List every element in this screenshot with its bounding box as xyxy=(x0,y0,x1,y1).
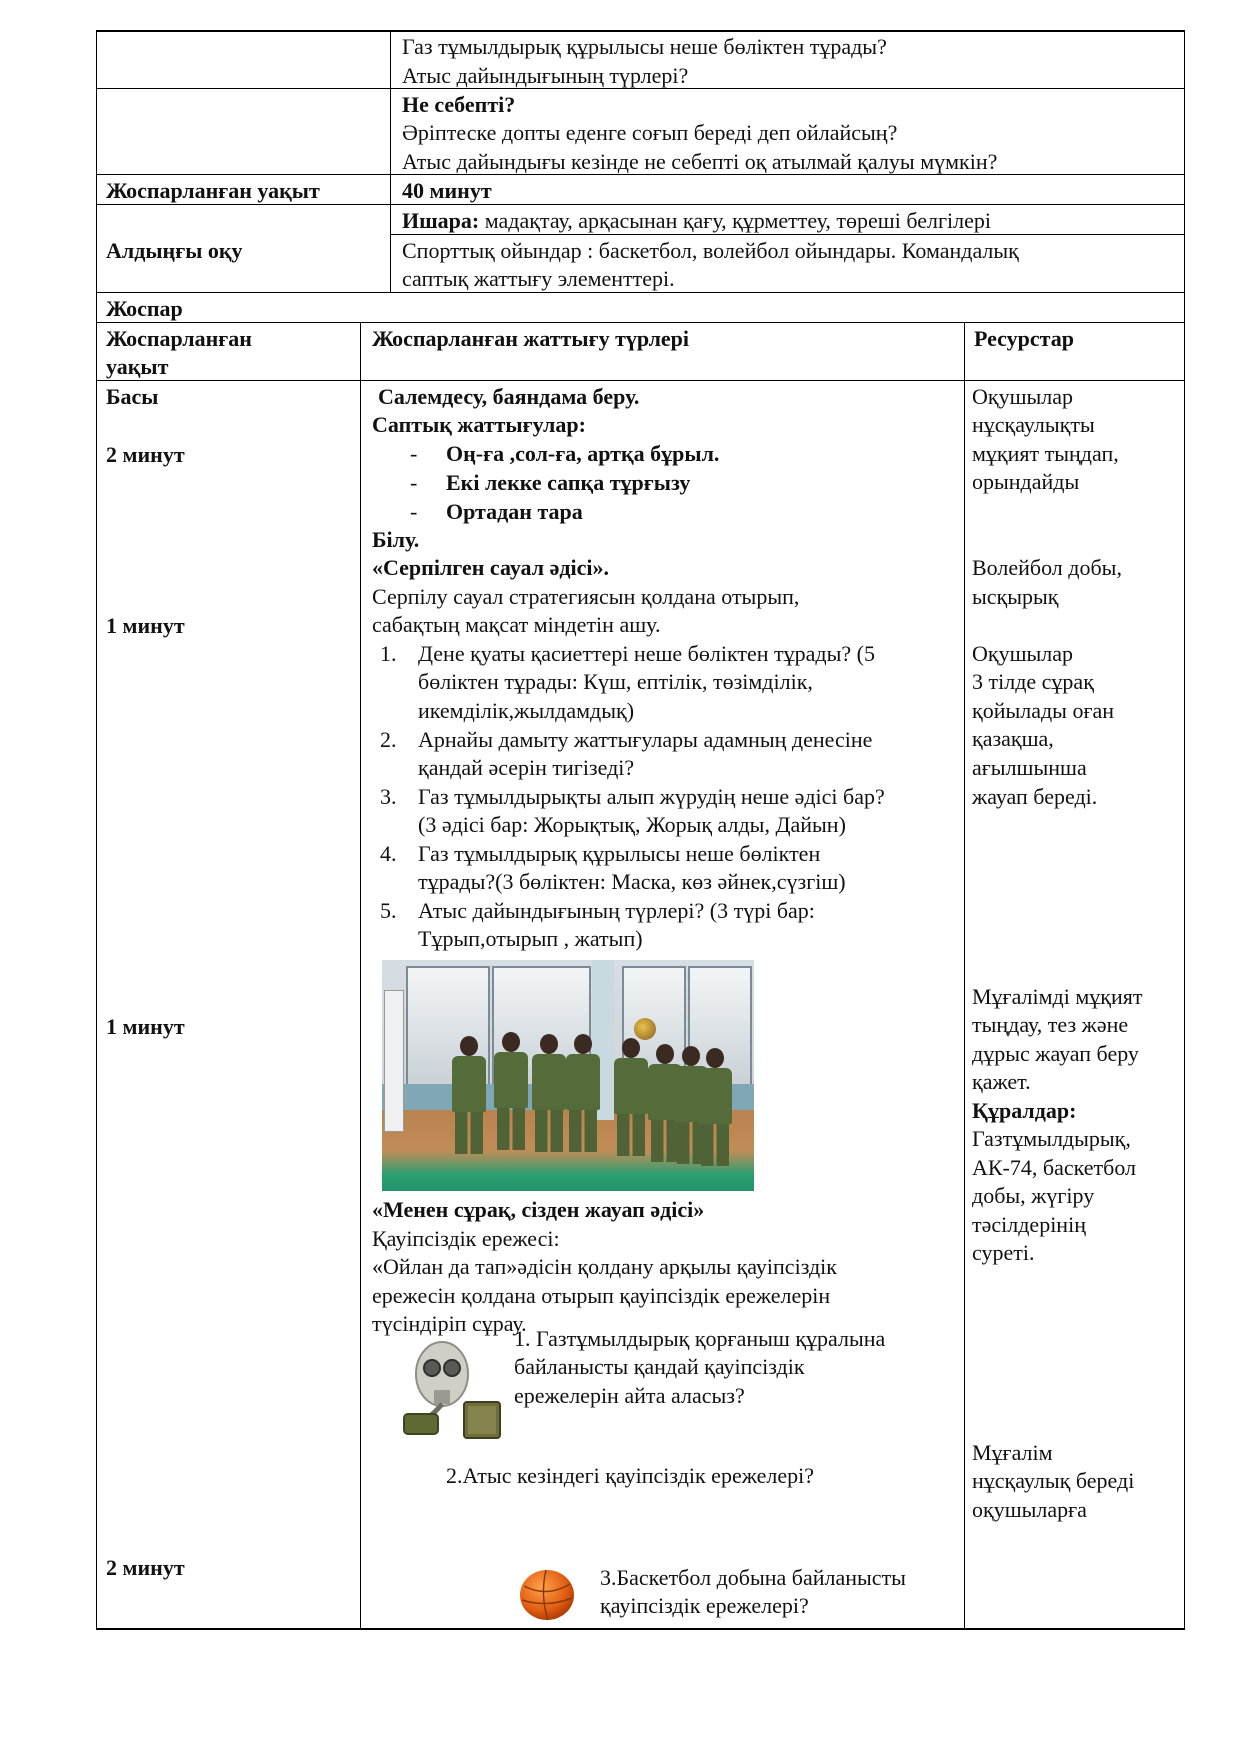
question-text: икемділік,жылдамдық) xyxy=(418,698,635,723)
plan-col-divider xyxy=(964,322,965,1629)
resource-text: АК-74, баскетбол xyxy=(972,1155,1137,1180)
drill-item: Екі лекке сапқа тұрғызу xyxy=(446,470,691,495)
question-text: Дене қуаты қасиеттері неше бөліктен тұрады? (5 xyxy=(418,641,875,666)
safety-question: байланысты қандай қауіпсіздік xyxy=(514,1354,805,1379)
table-border-right xyxy=(1184,30,1185,1630)
method1-title: «Серпілген сауал әдісі». xyxy=(372,555,609,580)
list-bullet: - xyxy=(410,499,418,524)
drill-item: Оң-ға ,сол-ға, артқа бұрыл. xyxy=(446,441,720,466)
question-number: 4. xyxy=(380,841,397,866)
top-col-divider xyxy=(390,30,391,292)
method1-desc: сабақтың мақсат міндетін ашу. xyxy=(372,612,661,637)
time-label: 1 минут xyxy=(106,613,185,638)
safety-question: қауіпсіздік ережелері? xyxy=(600,1593,809,1618)
question-text: Газ тұмылдырықты алып жүрудің неше әдісі бар? xyxy=(418,784,885,809)
row-divider xyxy=(96,322,1185,323)
time-label: 2 минут xyxy=(106,1555,185,1580)
resource-text: қойылады оған xyxy=(972,698,1115,723)
header-time-line2: уақыт xyxy=(106,354,169,379)
resource-text: тыңдау, тез және xyxy=(972,1012,1129,1037)
resource-text: дұрыс жауап беру xyxy=(972,1041,1139,1066)
safety-line: «Ойлан да тап»әдісін қолдану арқылы қауіпсіздік xyxy=(372,1254,837,1279)
drill-item: Ортадан тара xyxy=(446,499,583,524)
question-number: 3. xyxy=(380,784,397,809)
top-row1-line1: Газ тұмылдырық құрылысы неше бөліктен тұрады? xyxy=(402,34,887,59)
header-exercises: Жоспарланған жаттығу түрлері xyxy=(372,326,690,351)
resource-text: жауап береді. xyxy=(972,784,1098,809)
resource-text: ағылшынша xyxy=(972,755,1087,780)
resource-text: суреті. xyxy=(972,1240,1035,1265)
resource-text: 3 тілде сұрақ xyxy=(972,669,1094,694)
question-text: Атыс дайындығының түрлері? (3 түрі бар: xyxy=(418,898,815,923)
signal-text: мадақтау, арқасынан қағу, құрметтеу, төреші белгілері xyxy=(479,208,991,233)
safety-line: ережесін қолдана отырып қауіпсіздік ережелерін xyxy=(372,1283,831,1308)
method2-title: «Менен сұрақ, сізден жауап әдісі» xyxy=(372,1197,705,1222)
signal-label: Ишара: xyxy=(402,208,480,233)
question-text: бөліктен тұрады: Күш, ептілік, төзімділік, xyxy=(418,669,813,694)
safety-question: 2.Атыс кезіндегі қауіпсіздік ережелері? xyxy=(446,1463,815,1488)
resource-text: тәсілдерінің xyxy=(972,1212,1086,1237)
question-text: Газ тұмылдырық құрылысы неше бөліктен xyxy=(418,841,821,866)
top-row1-line2: Атыс дайындығының түрлері? xyxy=(402,63,689,88)
signal-row xyxy=(402,206,991,235)
safety-question: ережелерін айта аласыз? xyxy=(514,1383,745,1408)
resource-text: нұсқаулықты xyxy=(972,412,1095,437)
question-text: (3 әдісі бар: Жорықтық, Жорық алды, Дайын) xyxy=(418,812,846,837)
header-resources: Ресурстар xyxy=(974,326,1074,351)
resource-text: қазақша, xyxy=(972,726,1054,751)
question-number: 1. xyxy=(380,641,397,666)
plan-title: Жоспар xyxy=(106,296,183,321)
planned-time-value: 40 минут xyxy=(402,178,492,203)
row-divider xyxy=(96,380,1185,381)
drills-title: Саптық жаттығулар: xyxy=(372,412,586,437)
resource-text: Волейбол добы, xyxy=(972,555,1122,580)
table-border-bottom xyxy=(96,1628,1185,1630)
plan-col-divider xyxy=(360,322,361,1629)
question-number: 5. xyxy=(380,898,397,923)
table-border-left xyxy=(96,30,97,1630)
resource-text: мұқият тыңдап, xyxy=(972,441,1119,466)
time-label: 1 минут xyxy=(106,1014,185,1039)
resource-text: Мұғалімді мұқият xyxy=(972,984,1143,1009)
resource-text: оқушыларға xyxy=(972,1497,1087,1522)
list-bullet: - xyxy=(410,470,418,495)
class-photo xyxy=(382,960,754,1191)
resource-text: қажет. xyxy=(972,1069,1031,1094)
prior-line2: саптық жаттығу элементтері. xyxy=(402,266,675,291)
resource-text: Мұғалім xyxy=(972,1440,1053,1465)
stage-label: Басы xyxy=(106,384,159,409)
method1-desc: Серпілу сауал стратегиясын қолдана отырып, xyxy=(372,584,800,609)
tools-title: Құралдар: xyxy=(972,1098,1077,1123)
question-text: Арнайы дамыту жаттығулары адамның денесіне xyxy=(418,727,873,752)
question-text: Тұрып,отырып , жатып) xyxy=(418,926,643,951)
gas-mask-icon xyxy=(402,1336,502,1440)
know-label: Білу. xyxy=(372,527,420,552)
question-text: тұрады?(3 бөліктен: Маска, көз әйнек,сүзгіш) xyxy=(418,869,846,894)
resource-text: ысқырық xyxy=(972,584,1059,609)
prior-learning-label: Алдыңғы оқу xyxy=(106,238,243,263)
why-heading: Не себепті? xyxy=(402,92,516,117)
resource-text: Оқушылар xyxy=(972,384,1074,409)
question-number: 2. xyxy=(380,727,397,752)
time-label: 2 минут xyxy=(106,442,185,467)
why-line2: Атыс дайындығы кезінде не себепті оқ атылмай қалуы мүмкін? xyxy=(402,149,998,174)
why-line1: Әріптеске допты еденге соғып береді деп ойлайсың? xyxy=(402,120,898,145)
resource-text: Газтұмылдырық, xyxy=(972,1126,1131,1151)
greeting: Салемдесу, баяндама беру. xyxy=(378,384,640,409)
resource-text: Оқушылар xyxy=(972,641,1074,666)
question-text: қандай әсерін тигізеді? xyxy=(418,755,635,780)
safety-question: 1. Газтұмылдырық қорғаныш құралына xyxy=(514,1326,886,1351)
planned-time-label: Жоспарланған уақыт xyxy=(106,178,320,203)
resource-text: орындайды xyxy=(972,469,1080,494)
safety-title: Қауіпсіздік ережесі: xyxy=(372,1226,560,1251)
resource-text: добы, жүгіру xyxy=(972,1183,1095,1208)
list-bullet: - xyxy=(410,441,418,466)
resource-text: нұсқаулық береді xyxy=(972,1468,1135,1493)
safety-question: 3.Баскетбол добына байланысты xyxy=(600,1565,906,1590)
prior-line1: Спорттық ойындар : баскетбол, волейбол ойындары. Командалық xyxy=(402,238,1019,263)
safety-line: түсіндіріп сұрау. xyxy=(372,1311,527,1336)
basketball-icon xyxy=(518,1568,576,1622)
header-time-line1: Жоспарланған xyxy=(106,326,252,351)
